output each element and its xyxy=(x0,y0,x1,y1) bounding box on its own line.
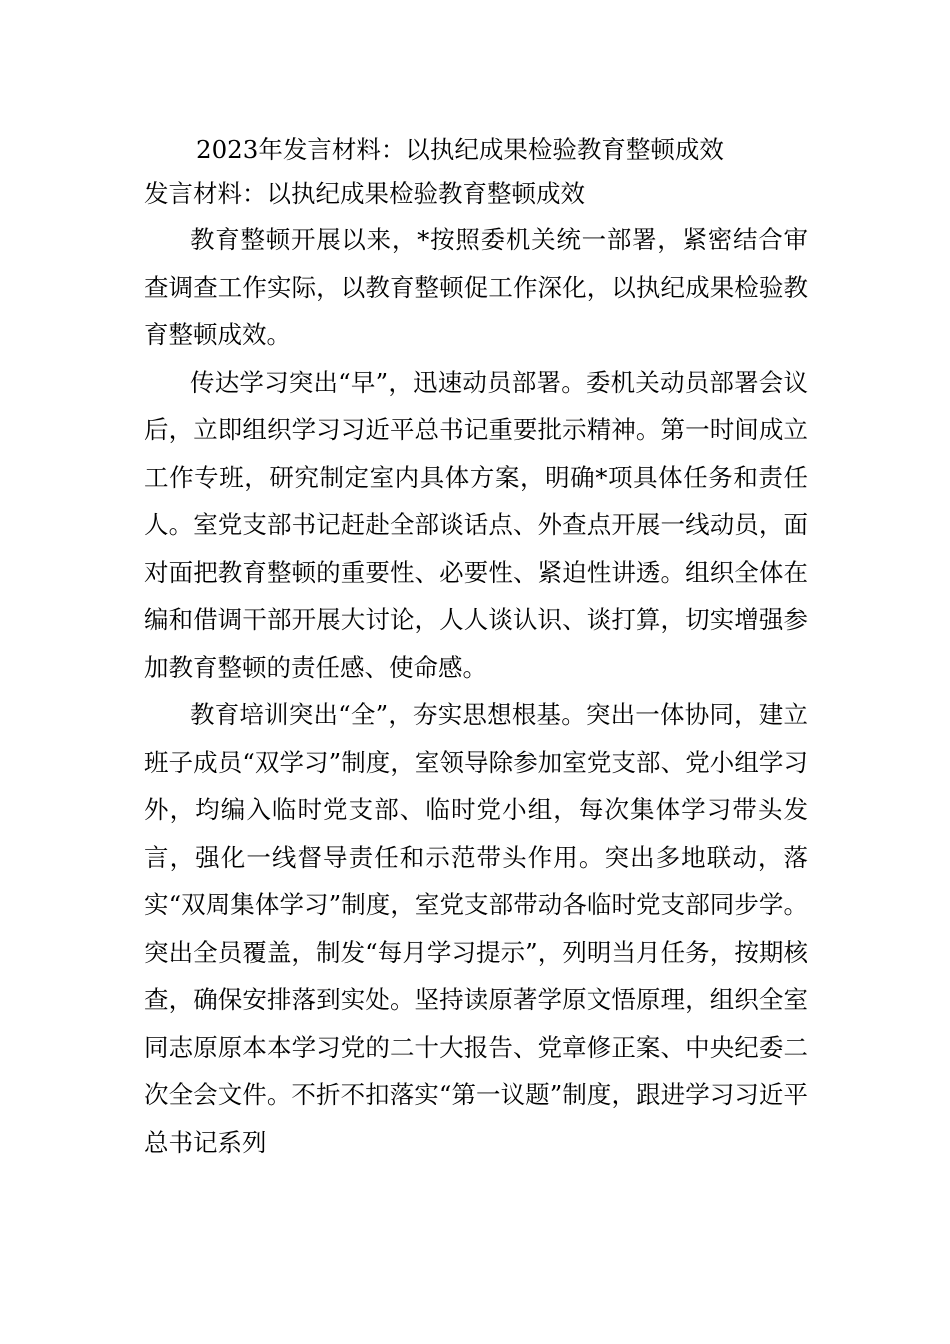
paragraph-study: 传达学习突出“早”，迅速动员部署。委机关动员部署会议后，立即组织学习习近平总书记重要批示精神。第一时间成立工作专班，研究制定室内具体方案，明确*项具体任务和责任人。室党支部书记赶赴全部谈话点、外查点开展一线动员，面对面把教育整顿的重要性、必要性、紧迫性讲透。组织全体在编和借调干部开展大讨论，人人谈认识、谈打算，切实增强参加教育整顿的责任感、使命感。 xyxy=(144,367,808,682)
document-body xyxy=(144,128,808,1166)
document-title: 2023年发言材料：以执纪成果检验教育整顿成效 xyxy=(196,135,724,164)
document-subtitle: 发言材料：以执纪成果检验教育整顿成效 xyxy=(144,179,585,208)
paragraph-intro: 教育整顿开展以来，*按照委机关统一部署，紧密结合审查调查工作实际，以教育整顿促工作深化，以执纪成果检验教育整顿成效。 xyxy=(144,225,808,349)
paragraph-training: 教育培训突出“全”，夯实思想根基。突出一体协同，建立班子成员“双学习”制度，室领导除参加室党支部、党小组学习外，均编入临时党支部、临时党小组，每次集体学习带头发言，强化一线督导责任和示范带头作用。突出多地联动，落实“双周集体学习”制度，室党支部带动各临时党支部同步学。突出全员覆盖，制发“每月学习提示”，列明当月任务，按期核查，确保安排落到实处。坚持读原著学原文悟原理，组织全室同志原原本本学习党的二十大报告、党章修正案、中央纪委二次全会文件。不折不扣落实“第一议题”制度，跟进学习习近平总书记系列 xyxy=(144,700,808,1157)
